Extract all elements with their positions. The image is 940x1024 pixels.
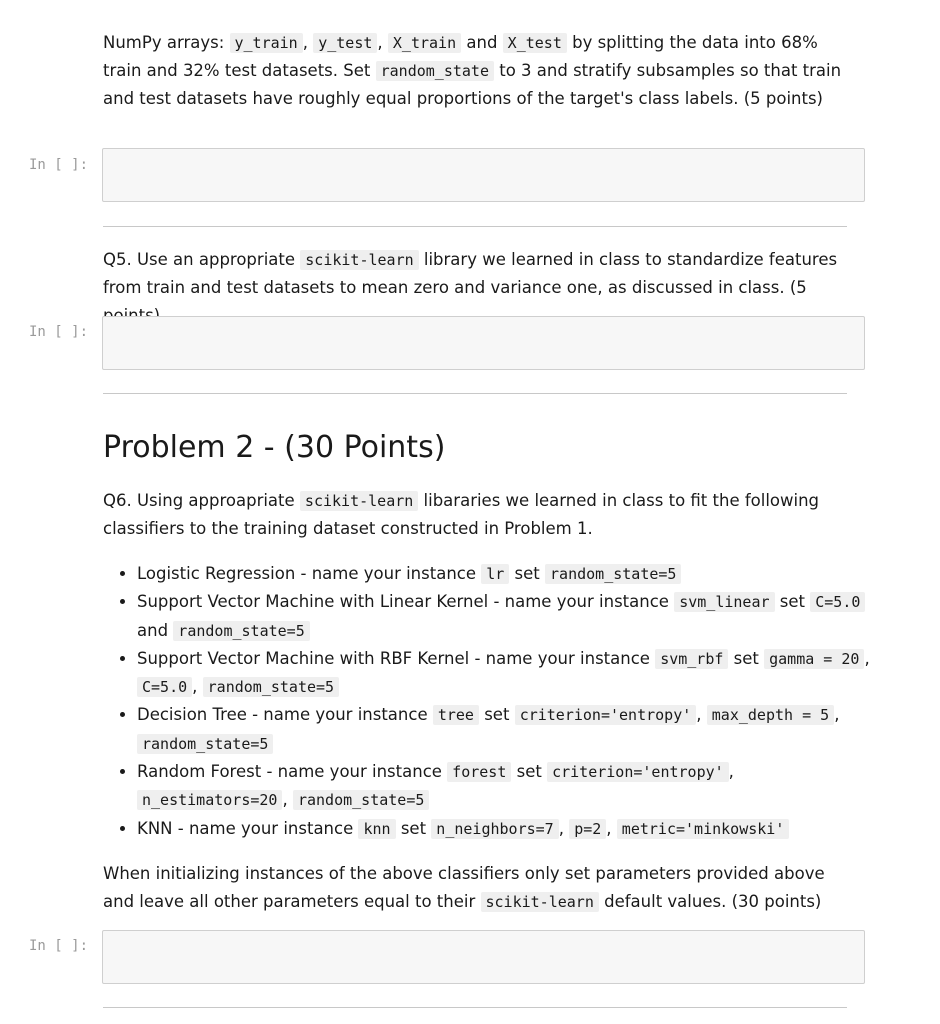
text: Support Vector Machine with RBF Kernel - name your instance bbox=[137, 648, 656, 668]
divider bbox=[103, 393, 847, 394]
divider bbox=[103, 226, 847, 227]
text: by splitting the data into 68% train and 32% test datasets. Set bbox=[103, 33, 818, 80]
list-item-svm-linear bbox=[137, 588, 877, 645]
list-item-svm-rbf bbox=[137, 645, 877, 702]
text: , bbox=[696, 705, 707, 725]
text: , bbox=[728, 762, 734, 782]
divider bbox=[103, 1007, 847, 1008]
text: default values. (30 points) bbox=[598, 892, 822, 911]
text: , bbox=[302, 33, 314, 52]
inline-code: metric='minkowski' bbox=[617, 819, 790, 839]
text: , bbox=[558, 818, 570, 838]
text: Logistic Regression - name your instance bbox=[137, 564, 482, 583]
inline-code: lr bbox=[481, 564, 509, 584]
inline-code: X_test bbox=[503, 33, 567, 53]
text: , bbox=[606, 818, 617, 838]
code-cell-3[interactable] bbox=[102, 930, 865, 984]
q6-text bbox=[103, 487, 853, 543]
inline-code: tree bbox=[433, 705, 479, 725]
text: set bbox=[509, 564, 546, 583]
inline-code: X_train bbox=[388, 33, 461, 53]
inline-code: random_state=5 bbox=[173, 621, 309, 641]
inline-code: random_state=5 bbox=[203, 677, 339, 697]
input-prompt: In [ ]: bbox=[29, 324, 89, 340]
closing-text bbox=[103, 860, 853, 916]
classifier-list bbox=[103, 560, 877, 843]
text: , bbox=[864, 648, 870, 668]
inline-code: scikit-learn bbox=[481, 892, 599, 912]
list-item-logistic-regression bbox=[137, 560, 877, 588]
text: library we learned in class to standardize features from train and test datasets to mean zero and variance one, as discussed in class. (5 bbox=[103, 250, 838, 297]
markdown-cell-q6 bbox=[103, 487, 853, 543]
list-item-decision-tree bbox=[137, 701, 877, 758]
inline-code: max_depth = 5 bbox=[707, 705, 834, 725]
text: set bbox=[774, 592, 811, 612]
text: Support Vector Machine with Linear Kernel - name your instance bbox=[137, 592, 675, 612]
markdown-cell-q4 bbox=[103, 29, 853, 113]
input-prompt: In [ ]: bbox=[29, 157, 89, 173]
text: and bbox=[137, 620, 174, 640]
inline-code: random_state=5 bbox=[293, 790, 429, 810]
text: set bbox=[478, 705, 515, 725]
inline-code: forest bbox=[447, 762, 511, 782]
text: , bbox=[192, 677, 203, 697]
inline-code: y_test bbox=[313, 33, 377, 53]
inline-code: scikit-learn bbox=[300, 491, 418, 511]
inline-code: knn bbox=[358, 819, 395, 839]
list-item-knn bbox=[137, 815, 877, 843]
text: set bbox=[728, 648, 765, 668]
input-prompt: In [ ]: bbox=[29, 938, 89, 954]
inline-code: random_state=5 bbox=[137, 734, 273, 754]
inline-code: criterion='entropy' bbox=[547, 762, 729, 782]
text: Random Forest - name your instance bbox=[137, 762, 448, 782]
q4-text bbox=[103, 29, 853, 113]
inline-code: random_state bbox=[376, 61, 494, 81]
text: to 3 and stratify subsamples so that train and test datasets have roughly equal proportions of the target's class labels. (5 points) bbox=[103, 61, 842, 108]
text: NumPy arrays: bbox=[103, 33, 230, 52]
inline-code: C=5.0 bbox=[810, 592, 865, 612]
text: set bbox=[511, 762, 548, 782]
inline-code: n_estimators=20 bbox=[137, 790, 282, 810]
code-cell-2[interactable] bbox=[102, 316, 865, 370]
text: , bbox=[834, 705, 840, 725]
text: Q6. Using approapriate bbox=[103, 491, 300, 510]
text: Decision Tree - name your instance bbox=[137, 705, 433, 725]
inline-code: criterion='entropy' bbox=[515, 705, 697, 725]
inline-code: svm_linear bbox=[674, 592, 774, 612]
text: set bbox=[395, 818, 432, 838]
inline-code: y_train bbox=[230, 33, 303, 53]
list-item-random-forest bbox=[137, 758, 877, 815]
text: KNN - name your instance bbox=[137, 818, 359, 838]
markdown-cell-closing bbox=[103, 860, 853, 916]
code-cell-1[interactable] bbox=[102, 148, 865, 202]
inline-code: p=2 bbox=[569, 819, 606, 839]
text: and bbox=[461, 33, 503, 52]
text: When initializing instances of the above classifiers only set parameters provided above and leave all other parameters equal to their bbox=[103, 864, 825, 911]
text: Q5. Use an appropriate bbox=[103, 250, 301, 269]
inline-code: gamma = 20 bbox=[764, 649, 864, 669]
inline-code: scikit-learn bbox=[300, 250, 418, 270]
inline-code: C=5.0 bbox=[137, 677, 192, 697]
text: , bbox=[282, 790, 293, 810]
text: libararies we learned in class to fit the following classifiers to the training dataset constructed in Problem 1. bbox=[103, 491, 820, 538]
text: , bbox=[377, 33, 388, 52]
inline-code: svm_rbf bbox=[655, 649, 728, 669]
inline-code: random_state=5 bbox=[545, 564, 681, 584]
inline-code: n_neighbors=7 bbox=[431, 819, 558, 839]
problem2-heading: Problem 2 - (30 Points) bbox=[103, 430, 446, 465]
